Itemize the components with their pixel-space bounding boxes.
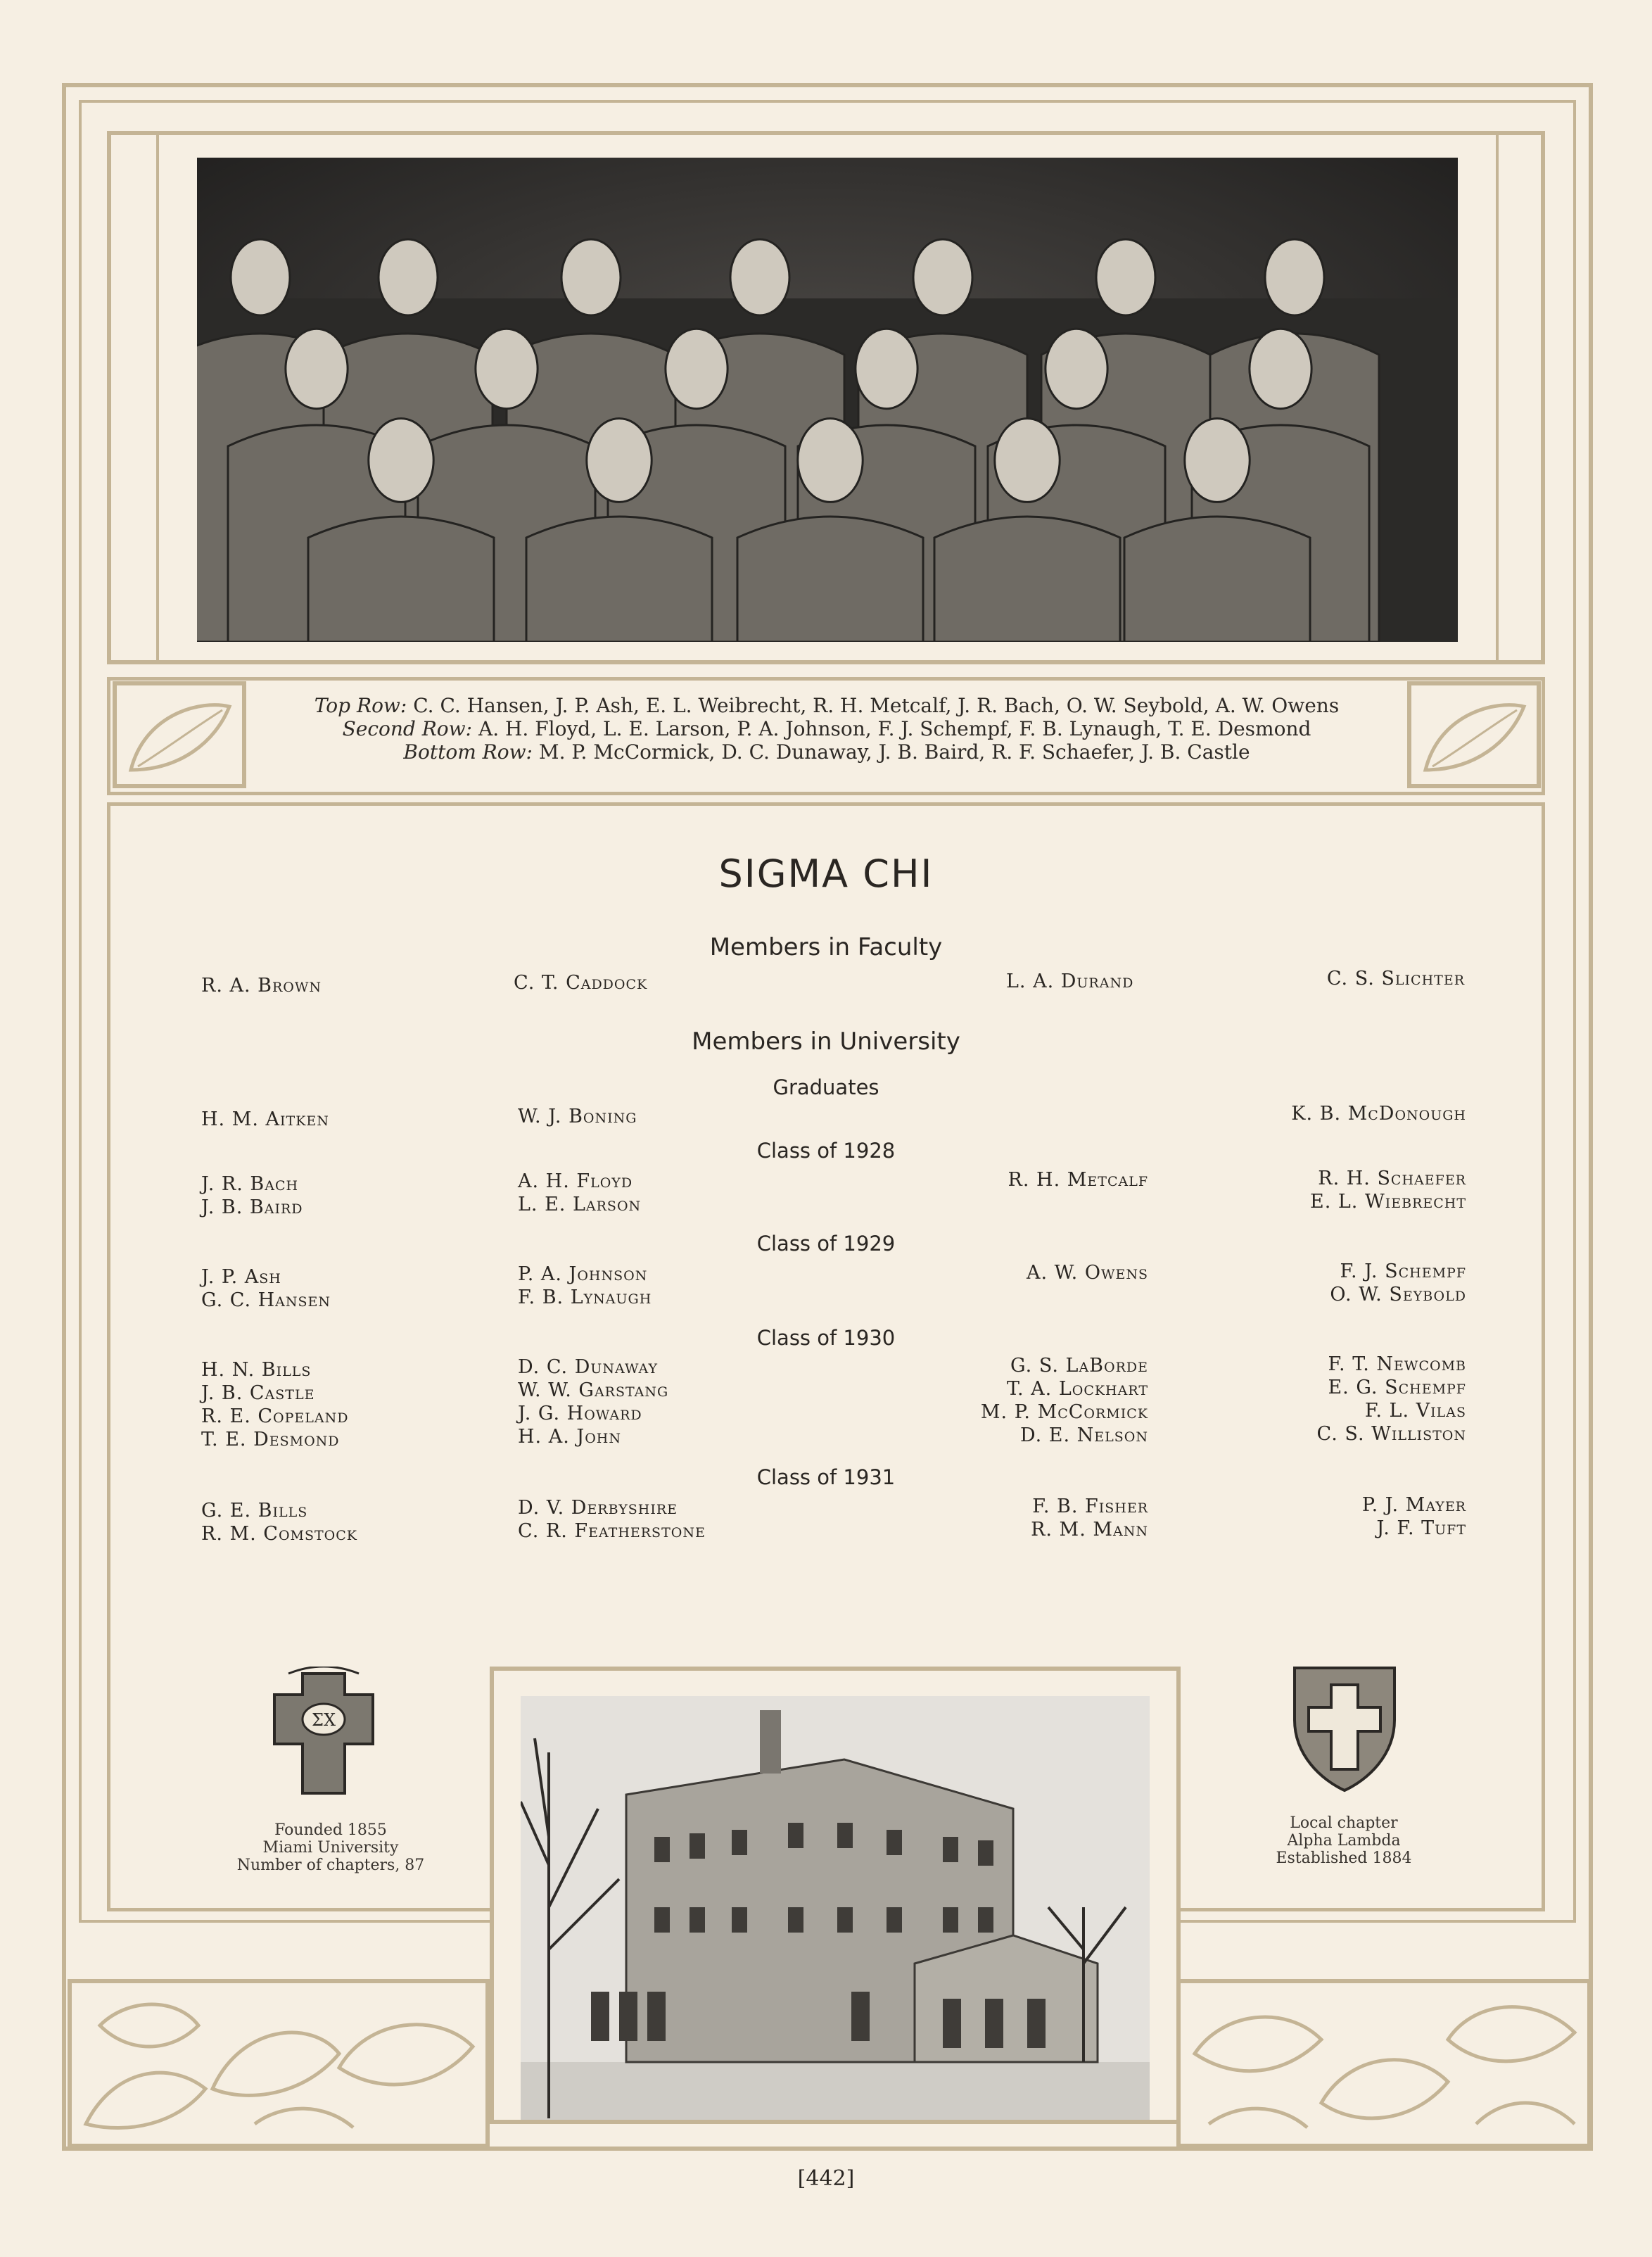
list-line: Founded 1855	[274, 1821, 387, 1839]
local-chapter-note	[1238, 1814, 1449, 1867]
building-illustration	[521, 1696, 1150, 2120]
faculty-col-3	[1006, 970, 1133, 993]
class-1928-col-4	[1310, 1167, 1466, 1213]
class-1931-col-4	[1362, 1493, 1466, 1540]
list-line: T. A. Lockhart	[1006, 1378, 1148, 1400]
chapter-house-photo	[521, 1696, 1150, 2120]
list-line: J. B. Baird	[201, 1196, 303, 1218]
class-1929-col-1	[201, 1265, 331, 1312]
class-1931-col-2	[518, 1496, 706, 1543]
leaf-ornament-right	[1407, 681, 1541, 788]
class-1929-col-3	[1027, 1261, 1148, 1284]
list-line: C. S. Slichter	[1326, 968, 1465, 990]
caption-names: M. P. McCormick, D. C. Dunaway, J. B. Baird, R. F. Schaefer, J. B. Castle	[538, 740, 1250, 764]
fraternity-badge-icon	[267, 1667, 380, 1800]
page-title: SIGMA CHI	[718, 852, 934, 896]
list-line: W. W. Garstang	[518, 1379, 669, 1401]
list-line: E. L. Wiebrecht	[1309, 1191, 1466, 1213]
class-1930-col-2	[518, 1355, 668, 1448]
group-photo	[197, 158, 1458, 642]
caption-names: A. H. Floyd, L. E. Larson, P. A. Johnson, F. J. Schempf, F. B. Lynaugh, T. E. Desmond	[478, 717, 1311, 740]
list-line: L. A. Durand	[1006, 971, 1134, 992]
person-head	[798, 419, 863, 502]
caption-top-row	[246, 694, 1407, 717]
list-line: D. V. Derbyshire	[518, 1497, 678, 1519]
person-head	[379, 239, 438, 315]
list-line: R. H. Schaefer	[1318, 1168, 1466, 1189]
person-head	[1265, 239, 1324, 315]
floral-pattern-icon	[72, 1983, 485, 2144]
person-body	[526, 517, 712, 642]
person-body	[308, 517, 494, 642]
list-line: Miami University	[262, 1839, 399, 1857]
list-line: O. W. Seybold	[1330, 1284, 1466, 1305]
class-1928-col-2	[518, 1170, 641, 1216]
list-line: K. B. McDonough	[1291, 1103, 1466, 1125]
list-line: M. P. McCormick	[980, 1401, 1148, 1423]
svg-text:ΣΧ: ΣΧ	[311, 1710, 336, 1730]
person-head	[231, 239, 290, 315]
leaf-icon	[117, 685, 242, 784]
person-head	[1185, 419, 1250, 502]
list-line: J. F. Tuft	[1376, 1517, 1466, 1539]
list-line: F. B. Fisher	[1032, 1496, 1148, 1517]
list-line: J. R. Bach	[201, 1173, 299, 1195]
person-head	[856, 329, 917, 408]
list-line: D. E. Nelson	[1019, 1424, 1148, 1446]
list-line: E. G. Schempf	[1328, 1377, 1466, 1398]
group-photo-illustration	[197, 158, 1458, 642]
list-line: R. M. Mann	[1031, 1519, 1148, 1541]
caption-label: Second Row:	[342, 717, 473, 740]
person-head	[1096, 239, 1155, 315]
list-line: D. C. Dunaway	[518, 1356, 659, 1378]
class-1929-col-2	[518, 1263, 652, 1309]
list-line: R. H. Metcalf	[1008, 1169, 1148, 1191]
list-line: G. C. Hansen	[201, 1289, 331, 1311]
list-line: C. R. Featherstone	[518, 1520, 706, 1542]
class-1928-label: Class of 1928	[756, 1139, 896, 1163]
list-line: F. L. Vilas	[1364, 1400, 1466, 1422]
person-head	[730, 239, 789, 315]
faculty-heading: Members in Faculty	[709, 933, 943, 961]
list-line: W. J. Boning	[518, 1106, 637, 1127]
floral-ornament-right	[1176, 1979, 1591, 2148]
graduates-col-4	[1291, 1102, 1466, 1125]
list-line: Local chapter	[1290, 1814, 1398, 1832]
person-head	[286, 329, 348, 408]
list-line: J. B. Castle	[201, 1382, 315, 1404]
list-line: H. N. Bills	[201, 1359, 312, 1381]
list-line: F. J. Schempf	[1340, 1260, 1466, 1282]
list-line: F. B. Lynaugh	[518, 1286, 652, 1308]
person-head	[476, 329, 538, 408]
caption-names: C. C. Hansen, J. P. Ash, E. L. Weibrecht, R. H. Metcalf, J. R. Bach, O. W. Seybold, A. W. Owens	[413, 694, 1340, 717]
founded-note	[225, 1821, 436, 1874]
class-1930-col-3	[981, 1354, 1148, 1447]
graduates-col-1	[201, 1108, 329, 1131]
class-1929-label: Class of 1929	[756, 1232, 896, 1256]
caption-bottom-row	[246, 740, 1407, 764]
list-line: Number of chapters, 87	[236, 1857, 425, 1874]
list-line: C. T. Caddock	[514, 972, 648, 994]
list-line: A. H. Floyd	[518, 1170, 633, 1192]
list-line: C. S. Williston	[1316, 1423, 1466, 1445]
list-line: J. G. Howard	[518, 1403, 642, 1424]
person-head	[561, 239, 621, 315]
list-line: P. A. Johnson	[518, 1263, 648, 1285]
list-line: Established 1884	[1276, 1850, 1412, 1867]
class-1931-label: Class of 1931	[756, 1465, 896, 1489]
faculty-col-2	[514, 971, 647, 994]
person-head	[369, 419, 433, 502]
person-body	[737, 517, 923, 642]
person-head	[666, 329, 727, 408]
floral-ornament-left	[68, 1979, 490, 2148]
class-1930-label: Class of 1930	[756, 1326, 896, 1350]
list-line: Alpha Lambda	[1287, 1832, 1401, 1850]
floral-pattern-icon	[1181, 1983, 1587, 2144]
page-number: [442]	[797, 2166, 855, 2191]
list-line: J. P. Ash	[201, 1266, 281, 1288]
list-line: H. M. Aitken	[201, 1108, 329, 1130]
person-body	[1124, 517, 1310, 642]
class-1928-col-1	[201, 1172, 303, 1219]
list-line: H. A. John	[518, 1426, 621, 1448]
caption-label: Bottom Row:	[403, 740, 533, 764]
class-1930-col-1	[201, 1358, 348, 1451]
person-head	[913, 239, 972, 315]
class-1931-col-1	[201, 1499, 357, 1545]
list-line: F. T. Newcomb	[1328, 1353, 1466, 1375]
list-line: G. S. LaBorde	[1010, 1355, 1148, 1377]
chapter-shield-icon	[1290, 1664, 1399, 1795]
list-line: R. M. Comstock	[201, 1523, 357, 1545]
faculty-col-1	[201, 974, 322, 997]
leaf-icon	[1411, 685, 1537, 784]
person-head	[995, 419, 1060, 502]
list-line: A. W. Owens	[1026, 1262, 1148, 1284]
class-1930-col-4	[1317, 1353, 1466, 1446]
faculty-col-4	[1327, 967, 1465, 990]
person-head	[1046, 329, 1107, 408]
photo-caption	[246, 694, 1407, 764]
university-heading: Members in University	[692, 1028, 960, 1056]
graduates-col-2	[518, 1105, 637, 1128]
class-1928-col-3	[1008, 1168, 1148, 1191]
caption-label: Top Row:	[314, 694, 407, 717]
list-line: R. A. Brown	[201, 975, 322, 997]
list-line: G. E. Bills	[201, 1500, 308, 1522]
person-body	[934, 517, 1120, 642]
list-line: T. E. Desmond	[201, 1429, 340, 1450]
list-line: P. J. Mayer	[1361, 1494, 1466, 1516]
class-1929-col-4	[1330, 1260, 1466, 1306]
caption-second-row	[246, 717, 1407, 740]
class-1931-col-3	[1031, 1495, 1148, 1541]
graduates-label: Graduates	[773, 1075, 879, 1099]
person-head	[1250, 329, 1311, 408]
list-line: R. E. Copeland	[201, 1405, 349, 1427]
leaf-ornament-left	[113, 681, 246, 788]
person-head	[587, 419, 652, 502]
list-line: L. E. Larson	[518, 1194, 642, 1215]
